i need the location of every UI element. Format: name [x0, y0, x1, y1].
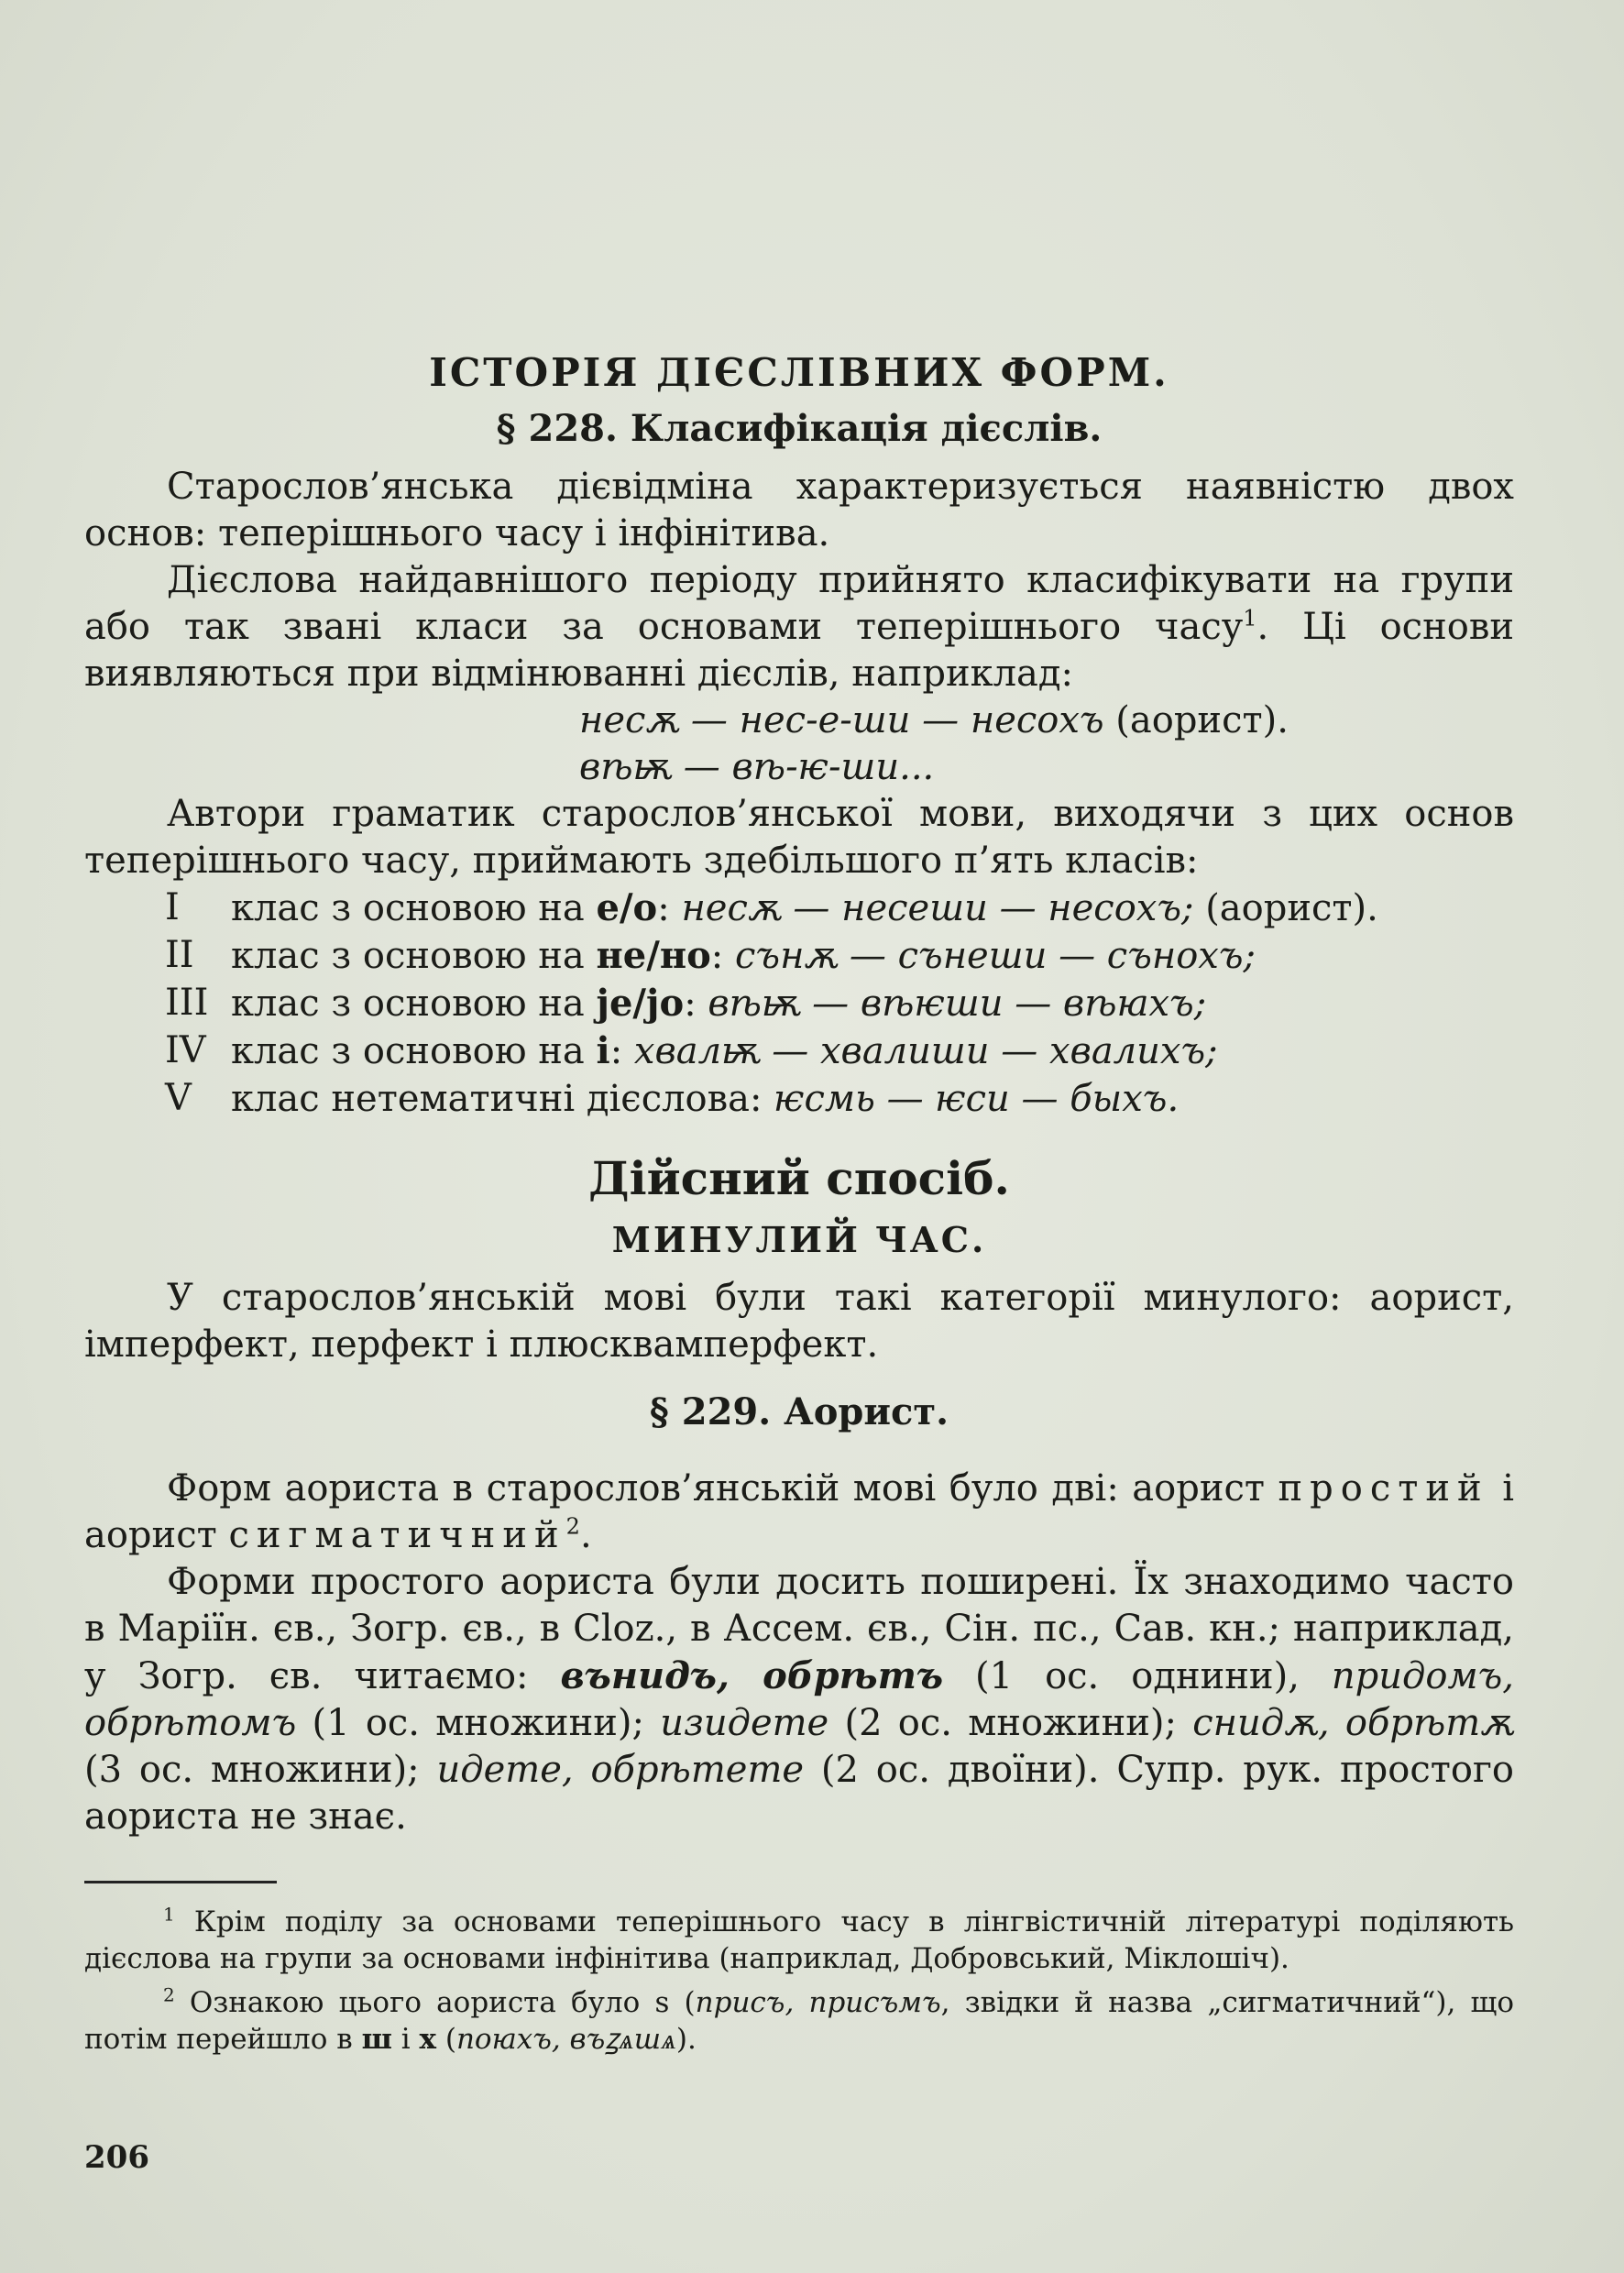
paragraph: Автори граматик старослов’янської мови, виходячи з цих основ теперішнього часу, приймають здебільшого п’ять класів:: [84, 793, 1514, 882]
example-line: вѣѭ — вѣ-ѥ-ши...: [579, 746, 935, 788]
tense-title: МИНУЛИЙ ЧАС.: [611, 1219, 987, 1260]
class-item: I клас з основою на е/о: несѫ — несеши — несохъ; (аорист).: [84, 884, 1514, 932]
class-number: IV: [165, 1029, 206, 1071]
paragraph: Старослов’янська дієвідміна характеризується наявністю двох основ: теперішнього часу і інфінітива.: [84, 466, 1514, 555]
paragraph: Форм аориста в старослов’янській мові було дві: аорист простий і аорист сигматичний$^2$.: [84, 1467, 1514, 1556]
footnote-ref: 1: [1243, 605, 1257, 631]
class-number: I: [165, 886, 180, 928]
example-line: несѫ — нес-е-ши — несохъ (аорист).: [579, 699, 1289, 741]
page-number: 206: [84, 2139, 149, 2176]
class-number: II: [165, 934, 194, 976]
footnote-ref: 2: [565, 1513, 580, 1540]
footnote-2: $^2$ Ознакою цього аориста було s (присъ, присъмъ, звідки й назва „сигматичний“), що потім перейшло в ш і х (поꙗхъ, въꙁѧшѧ).: [84, 1983, 1514, 2056]
paragraph: Дієслова найдавнішого періоду прийнято класифікувати на групи або так звані класи за основами теперішнього часу$^1$. Ці основи виявляються при відмінюванні дієслів, наприклад:: [84, 559, 1514, 695]
class-item: III клас з основою на je/jo: вѣѭ — вѣѥши — вѣꙗхъ;: [84, 980, 1514, 1027]
class-list: [84, 884, 1514, 1123]
class-item: IV клас з основою на і: хвалѭ — хвалиши — хвалихъ;: [84, 1027, 1514, 1075]
footnote-divider: [84, 1881, 277, 1883]
class-number: V: [165, 1077, 192, 1119]
class-number: III: [165, 982, 209, 1024]
paragraph: Форми простого аориста були досить поширені. Їх знаходимо часто в Маріїн. єв., Зогр. єв., в Cloz., в Ассем. єв., Сін. пс., Сав. кн.; наприклад, у Зогр. єв. читаємо: вънидъ, обрѣтъ (1 ос. однини), придомъ, обрѣтомъ (1 ос. множини); изидете (2 ос. множини); снидѫ, обрѣтѫ (3 ос. множини); идете, обрѣтете (2 ос. двоїни). Супр. рук. простого аориста не знає.: [84, 1561, 1514, 1838]
paragraph: У старослов’янській мові були такі категорії минулого: аорист, імперфект, перфект і плюсквамперфект.: [84, 1277, 1514, 1366]
section-228-title: § 228. Класифікація дієслів.: [496, 407, 1103, 450]
class-item: V клас нетематичні дієслова: ѥсмь — ѥси — быхъ.: [84, 1075, 1514, 1123]
mood-title: Дійсний спосіб.: [588, 1151, 1010, 1205]
section-229-title: § 229. Аорист.: [649, 1390, 949, 1433]
text-column: [84, 348, 1514, 2065]
chapter-title: ІСТОРІЯ ДІЄСЛІВНИХ ФОРМ.: [429, 350, 1169, 395]
footnote-1: $^1$ Крім поділу за основами теперішнього часу в лінгвістичній літературі поділяють дієслова на групи за основами інфінітива (наприклад, Добровський, Міклошіч).: [84, 1903, 1514, 1975]
class-item: II клас з основою на не/но: сънѫ — сънеши — сънохъ;: [84, 932, 1514, 980]
